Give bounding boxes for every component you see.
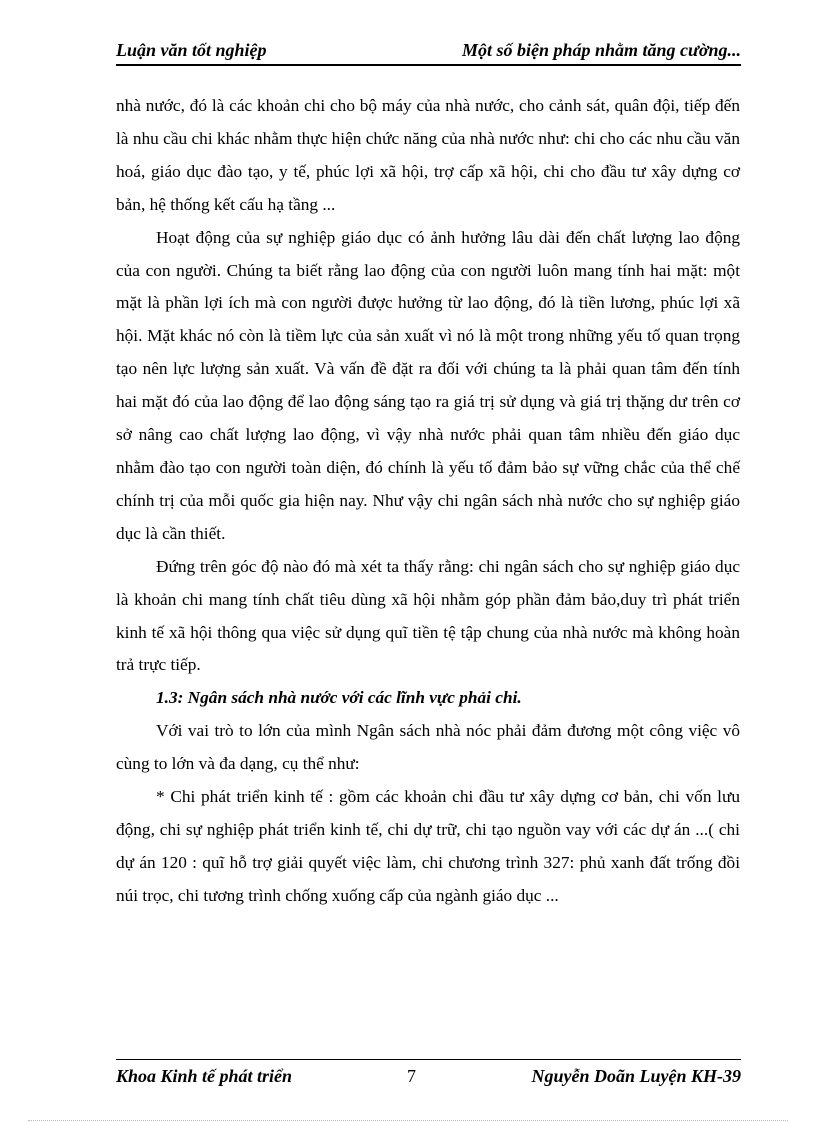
page-header xyxy=(116,40,741,66)
footer-faculty: Khoa Kinh tế phát triển xyxy=(116,1066,293,1086)
section-heading: 1.3: Ngân sách nhà nước với các lĩnh vực phải chi. xyxy=(156,688,522,708)
paragraph-continuation: nhà nước, đó là các khoản chi cho bộ máy của nhà nước, cho cảnh sát, quân đội, tiếp đến là nhu cầu chi khác nhằm thực hiện chức năng của nhà nước như: chi cho các nhu cầu văn hoá, giáo dục đào tạo, y tế, phúc lợi xã hội, trợ cấp xã hội, chi cho đầu tư xây dựng cơ bản, hệ thống kết cấu hạ tầng ... xyxy=(116,96,740,214)
page-footer xyxy=(116,1059,741,1088)
paragraph-economic-spending: * Chi phát triển kinh tế : gồm các khoản chi đầu tư xây dựng cơ bản, chi vốn lưu động, chi sự nghiệp phát triển kinh tế, chi dự trữ, chi tạo nguồn vay với các dự án ...( chi dự án 120 : quĩ hỗ trợ giải quyết việc làm, chi chương trình 327: phủ xanh đất trống đồi núi trọc, chi tương trình chống xuống cấp của ngành giáo dục ... xyxy=(116,787,740,905)
paragraph-budget-consumption: Đứng trên góc độ nào đó mà xét ta thấy rằng: chi ngân sách cho sự nghiệp giáo dục là khoản chi mang tính chất tiêu dùng xã hội nhằm góp phần đảm bảo,duy trì phát triển kinh tế xã hội thông qua việc sử dụng quĩ tiền tệ tập chung của nhà nước mà không hoàn trả trực tiếp. xyxy=(116,556,740,675)
paragraph-budget-role: Với vai trò to lớn của mình Ngân sách nhà nóc phải đảm đương một công việc vô cùng to lớn và đa dạng, cụ thể như: xyxy=(116,721,740,774)
document-body xyxy=(116,90,740,913)
paragraph-education-labor: Hoạt động của sự nghiệp giáo dục có ảnh hưởng lâu dài đến chất lượng lao động của con người. Chúng ta biết rằng lao động của con người luôn mang tính hai mặt: một mặt là phần lợi ích mà con người được hưởng từ lao động, đó là tiền lương, phúc lợi xã hội. Mặt khác nó còn là tiềm lực của sản xuất vì nó là một trong những yếu tố quan trọng tạo nên lực lượng sản xuất. Và vấn đề đặt ra đối với chúng ta là phải quan tâm đến tính hai mặt đó của lao động để lao động sáng tạo ra giá trị sử dụng và giá trị thặng dư trên cơ sở nâng cao chất lượng lao động, vì vậy nhà nước phải quan tâm nhiều đến giáo dục nhằm đào tạo con người toàn diện, đó chính là yếu tố đảm bảo sự vững chắc của thể chế chính trị của mỗi quốc gia hiện nay. Như vậy chi ngân sách nhà nước cho sự nghiệp giáo dục là cần thiết. xyxy=(116,227,740,543)
page-bottom-divider xyxy=(28,1120,788,1121)
page-number: 7 xyxy=(407,1066,416,1086)
footer-author: Nguyễn Doãn Luyện KH-39 xyxy=(531,1066,741,1086)
header-thesis-title: Luận văn tốt nghiệp xyxy=(116,40,267,60)
header-topic-title: Một số biện pháp nhằm tăng cường... xyxy=(462,40,741,60)
